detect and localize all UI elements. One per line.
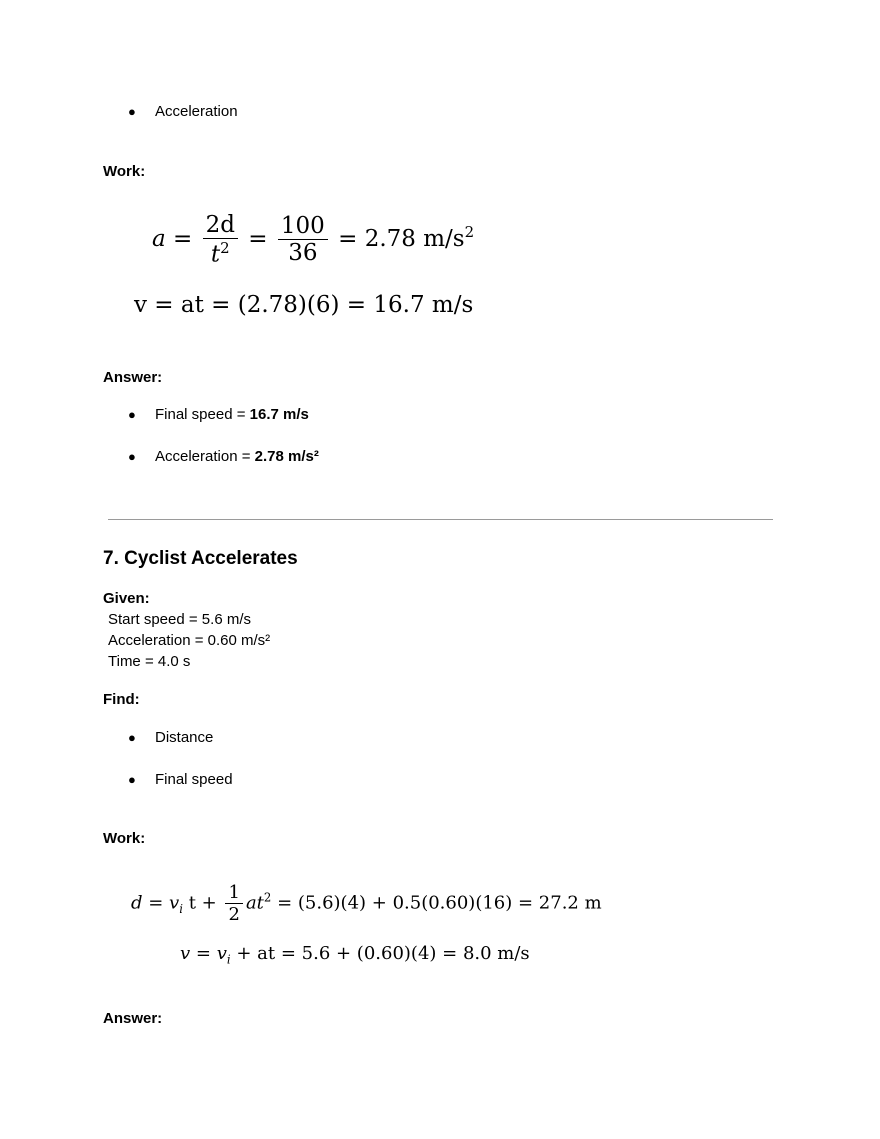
eq-result: + at = 5.6 + (0.60)(4) = 8.0 m/s [236, 943, 530, 964]
given-item: Time = 4.0 s [108, 653, 191, 670]
frac-numerator: 2d [205, 212, 235, 238]
bullet-icon: ● [128, 449, 136, 464]
bullet-icon: ● [128, 772, 136, 787]
equation-acceleration: a = $\frac{2d}{t^2}$ = $\frac{100}{36}$ = 2.78 $m/s^2$ [152, 212, 475, 268]
list-item-text: Distance [155, 729, 214, 746]
fraction-2d-t2 [203, 212, 238, 268]
fraction-one-half [225, 882, 242, 925]
given-item: Start speed = 5.6 m/s [108, 611, 251, 628]
answer-value: 2.78 m/s² [254, 448, 319, 465]
eq-subscript: i [179, 902, 183, 917]
frac-den-exponent: 2 [220, 239, 230, 257]
eq-subscript: i [226, 952, 231, 967]
list-item [128, 448, 319, 465]
frac-numerator: 1 [228, 882, 240, 903]
bullet-icon: ● [128, 730, 136, 745]
work-label: Work: [103, 163, 146, 180]
frac-denominator: 36 [278, 239, 328, 266]
list-item-text: Final speed [155, 771, 233, 788]
answer-value: 16.7 m/s [249, 406, 309, 423]
list-item [128, 771, 233, 788]
frac-denominator: 2 [225, 903, 242, 925]
list-item-text: Acceleration [155, 103, 238, 120]
list-item [128, 103, 238, 120]
equation-distance [131, 882, 602, 925]
equation-velocity: v = at = (2.78)(6) = 16.7 m/s [134, 292, 474, 318]
answer-label: Answer: [103, 369, 163, 386]
eq-result: = (5.6)(4) + 0.5(0.60)(16) = 27.2 m [277, 892, 602, 914]
eq-lhs: d = v [131, 892, 180, 914]
eq-result-exponent: 2 [464, 223, 475, 242]
divider [108, 519, 773, 520]
eq-exponent: 2 [263, 890, 272, 905]
answer-text: Acceleration = [155, 448, 255, 465]
bullet-icon: ● [128, 407, 136, 422]
eq-term: at [245, 892, 264, 914]
section-heading: 7. Cyclist Accelerates [103, 548, 298, 569]
given-label: Given: [103, 590, 150, 607]
list-item [128, 729, 213, 746]
frac-numerator: 100 [280, 213, 325, 240]
given-item: Acceleration = 0.60 m/s² [108, 632, 271, 649]
answer-text: Final speed = [155, 406, 250, 423]
fraction-100-36 [278, 213, 328, 266]
eq-lhs: a [152, 225, 166, 252]
eq-lhs: v = v [180, 943, 227, 964]
find-label: Find: [103, 691, 140, 708]
bullet-icon: ● [128, 104, 136, 119]
equation-final-velocity [180, 943, 530, 967]
eq-result: = 2.78 m/s [338, 225, 465, 252]
frac-denominator: t [210, 241, 221, 268]
work-label: Work: [103, 830, 146, 847]
eq-term: t + [188, 892, 217, 914]
list-item [128, 406, 309, 423]
answer-label: Answer: [103, 1010, 163, 1027]
